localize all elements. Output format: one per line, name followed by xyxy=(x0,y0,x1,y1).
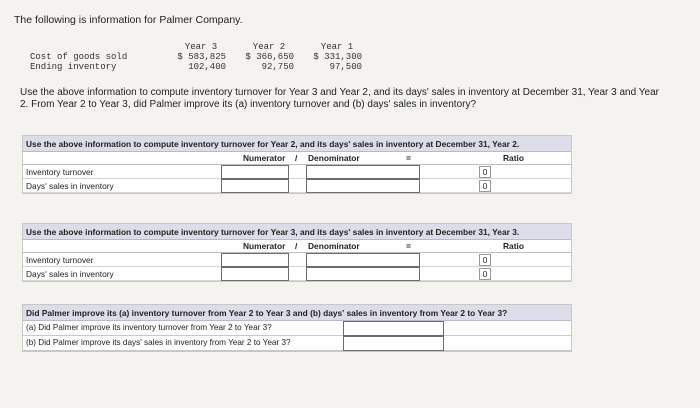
slash-header: / xyxy=(295,153,298,163)
question-text: Use the above information to compute inventory turnover for Year 3 and Year 2, and its days' sales in inventory at December 31, Year 3 and Year 2. From Year 2 to Year 3, did Palmer improve its (a) inventory turnover and (b) days' sales in inventory? xyxy=(20,87,659,110)
year2-row-days-sales: Days' sales in inventory 0 xyxy=(23,179,571,193)
denominator-header: Denominator xyxy=(308,153,360,163)
year3-column: Year 3 $ 583,825 102,400 xyxy=(177,42,226,72)
ratio-header: Ratio xyxy=(503,241,524,251)
slash-header: / xyxy=(295,241,298,251)
year2-row-inventory-turnover: Inventory turnover 0 xyxy=(23,165,571,179)
year3-panel-title: Use the above information to compute inventory turnover for Year 3, and its days' sales in inventory at December 31, Year 3. xyxy=(23,224,571,240)
year3-days-numerator-input[interactable] xyxy=(221,267,289,281)
year2-days-denominator-input[interactable] xyxy=(306,179,420,193)
year1-column: Year 1 $ 331,300 97,500 xyxy=(313,42,362,72)
year2-header-row xyxy=(23,152,571,165)
year3-turnover-numerator-input[interactable] xyxy=(221,253,289,267)
year3-days-denominator-input[interactable] xyxy=(306,267,420,281)
year3-row-days-sales: Days' sales in inventory 0 xyxy=(23,267,571,281)
improve-turnover-answer-select[interactable] xyxy=(343,321,444,336)
year2-panel-title: Use the above information to compute inventory turnover for Year 2, and its days' sales in inventory at December 31, Year 2. xyxy=(23,136,571,152)
year3-computation-panel xyxy=(22,223,572,282)
year3-turnover-ratio: 0 xyxy=(479,254,491,266)
numerator-header: Numerator xyxy=(243,241,286,251)
ending-inventory-label: Ending inventory xyxy=(30,62,117,72)
year2-days-ratio: 0 xyxy=(479,180,491,192)
year2-column: Year 2 $ 366,650 92,750 xyxy=(245,42,294,72)
year2-turnover-numerator-input[interactable] xyxy=(221,165,289,179)
year2-turnover-denominator-input[interactable] xyxy=(306,165,420,179)
improve-days-sales-row: (b) Did Palmer improve its days' sales in inventory from Year 2 to Year 3? xyxy=(23,336,571,351)
year2-days-numerator-input[interactable] xyxy=(221,179,289,193)
denominator-header: Denominator xyxy=(308,241,360,251)
improve-turnover-row: (a) Did Palmer improve its inventory turnover from Year 2 to Year 3? xyxy=(23,321,571,336)
cogs-label: Cost of goods sold xyxy=(30,52,128,62)
equals-header: = xyxy=(406,153,411,163)
intro-text: The following is information for Palmer Company. xyxy=(14,14,243,26)
year3-row-inventory-turnover: Inventory turnover 0 xyxy=(23,253,571,267)
year3-header-row xyxy=(23,240,571,253)
year2-turnover-ratio: 0 xyxy=(479,166,491,178)
ratio-header: Ratio xyxy=(503,153,524,163)
year2-computation-panel xyxy=(22,135,572,194)
equals-header: = xyxy=(406,241,411,251)
year3-days-ratio: 0 xyxy=(479,268,491,280)
improvement-panel xyxy=(22,304,572,352)
year3-turnover-denominator-input[interactable] xyxy=(306,253,420,267)
improvement-panel-title: Did Palmer improve its (a) inventory turnover from Year 2 to Year 3 and (b) days' sales in inventory from Year 2 to Year 3? xyxy=(23,305,571,321)
numerator-header: Numerator xyxy=(243,153,286,163)
improve-days-sales-answer-select[interactable] xyxy=(343,336,444,351)
